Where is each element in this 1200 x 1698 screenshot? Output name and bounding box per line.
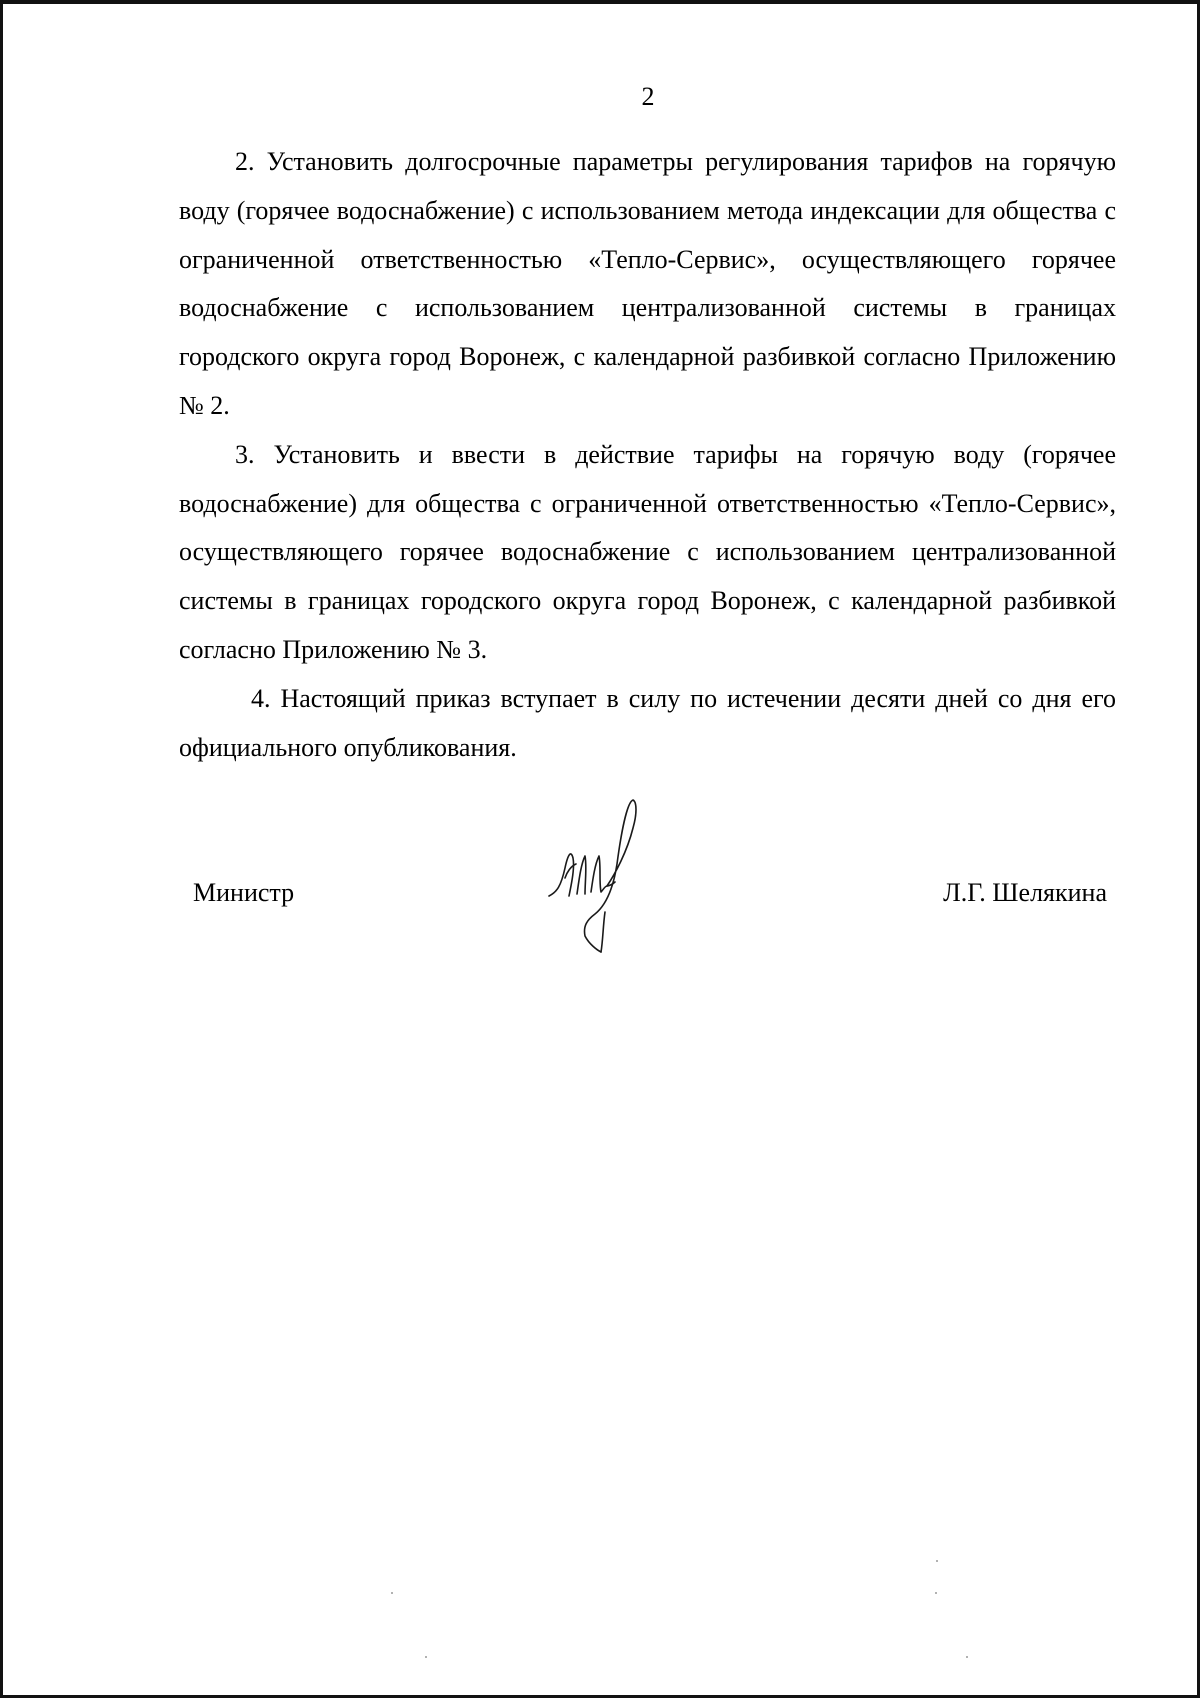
signature-icon (543, 794, 683, 954)
scan-speck (391, 1592, 393, 1594)
signatory-position: Министр (193, 878, 295, 907)
scan-speck (425, 1656, 427, 1658)
paragraph-2: 2. Установить долгосрочные параметры регулирования тарифов на горячую воду (горячее водоснабжение) с использованием метода индексации для общества с ограниченной ответственностью «Тепло-Сервис», осуществляющего горячее водоснабжение с использованием централизованной системы в границах городского округа город Воронеж, с календарной разбивкой согласно Приложению № 2. (179, 147, 1116, 420)
scan-speck (935, 1592, 937, 1594)
scan-speck (936, 1560, 938, 1562)
page-number: 2 (641, 82, 655, 111)
scan-speck (966, 1656, 968, 1658)
paragraph-3: 3. Установить и ввести в действие тарифы на горячую воду (горячее водоснабжение) для общества с ограниченной ответственностью «Тепло-Сервис», осуществляющего горячее водоснабжение с использованием централизованной системы в границах городского округа город Воронеж, с календарной разбивкой согласно Приложению № 3. (179, 439, 1116, 664)
paragraph-4: 4. Настоящий приказ вступает в силу по истечении десяти дней со дня его официального опубликования. (179, 683, 1116, 762)
signatory-name: Л.Г. Шелякина (943, 878, 1107, 907)
signature-block (3, 784, 1200, 964)
document-body (179, 138, 1116, 772)
